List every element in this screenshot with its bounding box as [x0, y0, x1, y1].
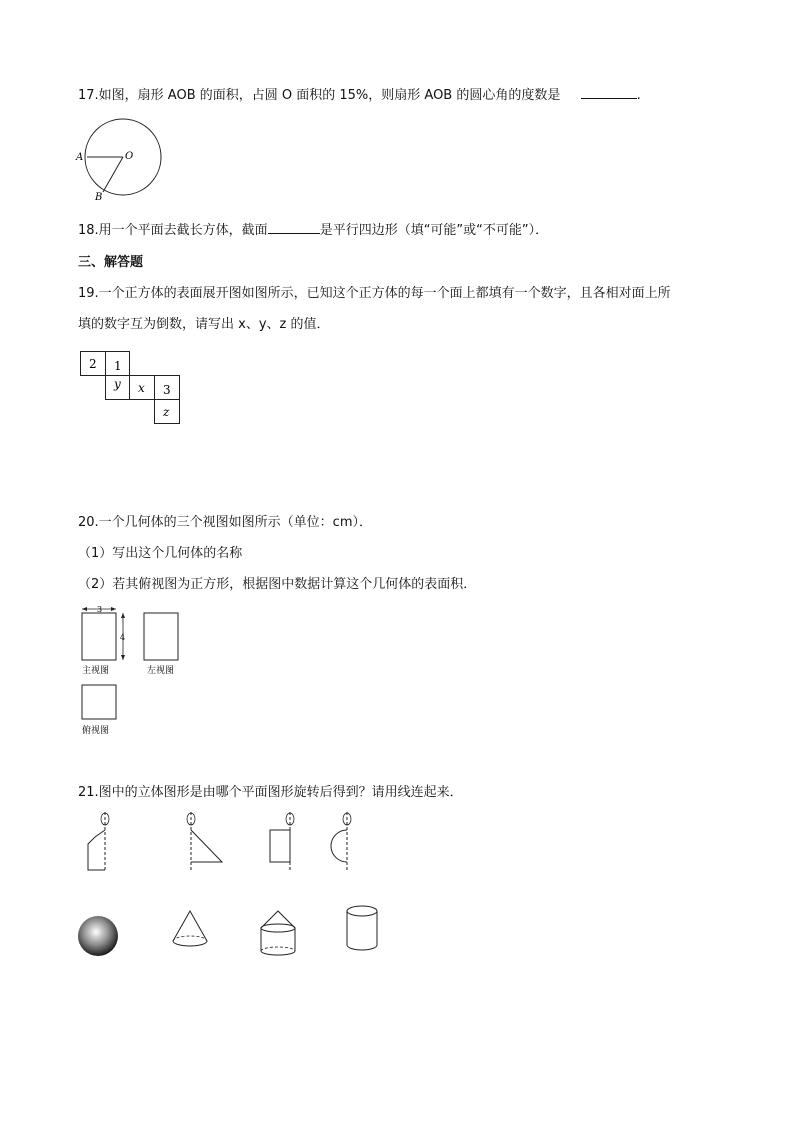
top-view [82, 685, 116, 719]
q20-sub1: （1）写出这个几何体的名称 [78, 546, 243, 561]
front-view [82, 613, 116, 660]
front-view-label: 主视图 [82, 666, 110, 676]
net-value-3: 3 [163, 383, 171, 397]
net-value-1: 1 [114, 359, 122, 373]
q19-cube-net [80, 351, 182, 426]
net-value-z: z [163, 405, 170, 419]
arrow-down [121, 655, 125, 660]
plane-figure-triangle[interactable] [187, 812, 222, 872]
net-value-2: 2 [89, 357, 97, 371]
q18-answer-blank[interactable] [268, 221, 320, 234]
q18-text [78, 219, 548, 238]
net-value-y: y [114, 377, 121, 391]
label-o: O [125, 151, 134, 162]
label-b: B [95, 192, 103, 203]
section-title: 三、解答题 [78, 255, 144, 270]
height-label: 4 [120, 633, 126, 642]
q19-line1: 19.一个正方体的表面展开图如图所示，已知这个正方体的每一个面上都填有一个数字，且各相对面上所 [78, 286, 671, 301]
q21-solid-figures [75, 900, 385, 965]
q17-answer-blank[interactable] [581, 86, 637, 99]
q18-suffix: 是平行四边形（填“可能”或“不可能”）． [319, 223, 549, 238]
top-view-label: 俯视图 [82, 726, 110, 736]
plane-figure-semicircle[interactable] [331, 812, 351, 872]
left-view-label: 左视图 [147, 666, 175, 676]
radius-ob [103, 157, 123, 192]
solid-sphere[interactable] [78, 916, 118, 956]
solid-cone-on-cylinder[interactable] [261, 911, 295, 955]
q18-prefix: 18.用一个平面去截长方体，截面 [78, 223, 268, 238]
left-view [144, 613, 178, 660]
q21-title: 21.图中的立体图形是由哪个平面图形旋转后得到？请用线连起来． [78, 785, 463, 800]
solid-cylinder[interactable] [347, 906, 377, 950]
plane-figure-trapezoid[interactable] [88, 812, 109, 872]
q19-line2: 填的数字互为倒数，请写出 x、y、z 的值． [78, 317, 330, 332]
q17-period: . [636, 88, 641, 103]
arrow-left [82, 607, 87, 611]
q20-title: 20.一个几何体的三个视图如图所示（单位：cm）． [78, 515, 372, 530]
arrow-right [111, 607, 116, 611]
q17-text [78, 84, 641, 103]
q21-plane-figures [78, 810, 368, 880]
q20-sub2: （2）若其俯视图为正方形，根据图中数据计算这个几何体的表面积． [78, 577, 477, 592]
arrow-up [121, 613, 125, 618]
plane-figure-rectangle[interactable] [270, 812, 294, 872]
width-label: 3 [97, 605, 103, 614]
q17-circle-figure [70, 112, 170, 204]
q20-three-views [78, 603, 188, 738]
q17-question: 17.如图，扇形 AOB 的面积，占圆 O 面积的 15%，则扇形 AOB 的圆心角的度数是 [78, 88, 561, 103]
solid-cone[interactable] [173, 911, 207, 946]
label-a: A [76, 152, 84, 163]
net-value-x: x [138, 381, 145, 395]
